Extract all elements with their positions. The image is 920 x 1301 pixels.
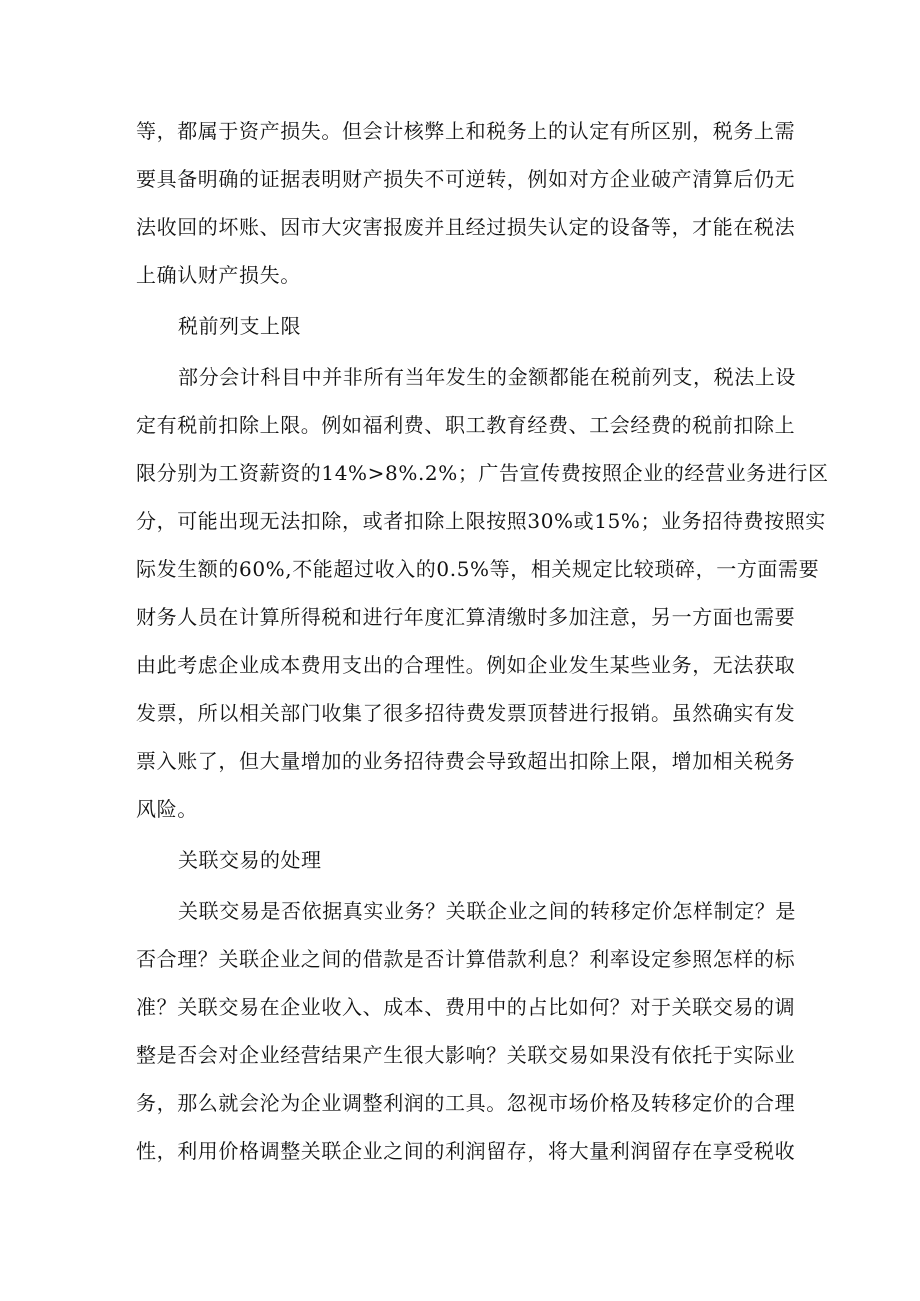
paragraph-1-line-4: 上确认财产损失。 bbox=[136, 263, 301, 287]
paragraph-2-line-10: 风险。 bbox=[136, 797, 198, 821]
paragraph-2-line-5: 际发生额的60%,不能超过收入的0.5%等，相关规定比较琐碎，一方面需要 bbox=[136, 557, 820, 581]
paragraph-2-line-4: 分，可能出现无法扣除，或者扣除上限按照30%或15%；业务招待费按照实 bbox=[136, 509, 826, 533]
paragraph-3-line-3: 准？关联交易在企业收入、成本、费用中的占比如何？对于关联交易的调 bbox=[136, 995, 796, 1019]
paragraph-3-line-2: 否合理？关联企业之间的借款是否计算借款利息？利率设定参照怎样的标 bbox=[136, 947, 796, 971]
paragraph-2-line-7: 由此考虑企业成本费用支出的合理性。例如企业发生某些业务，无法获取 bbox=[136, 653, 796, 677]
paragraph-2-line-8: 发票，所以相关部门收集了很多招待费发票顶替进行报销。虽然确实有发 bbox=[136, 701, 796, 725]
paragraph-3-line-1: 关联交易是否依据真实业务？关联企业之间的转移定价怎样制定？是 bbox=[178, 899, 796, 923]
paragraph-1-line-2: 要具备明确的证据表明财产损失不可逆转，例如对方企业破产清算后仍无 bbox=[136, 167, 796, 191]
paragraph-2-line-1: 部分会计科目中并非所有当年发生的金额都能在税前列支，税法上设 bbox=[178, 365, 796, 389]
paragraph-2-line-3: 限分别为工资薪资的14%>8%.2%；广告宣传费按照企业的经营业务进行区 bbox=[136, 461, 829, 485]
section-heading-pretax-limit: 税前列支上限 bbox=[178, 314, 301, 338]
paragraph-1-line-3: 法收回的坏账、因市大灾害报废并且经过损失认定的设备等，才能在税法 bbox=[136, 215, 796, 239]
paragraph-3-line-5: 务，那么就会沦为企业调整利润的工具。忽视市场价格及转移定价的合理 bbox=[136, 1091, 796, 1115]
paragraph-3-line-4: 整是否会对企业经营结果产生很大影响？关联交易如果没有依托于实际业 bbox=[136, 1043, 796, 1067]
section-heading-related-party: 关联交易的处理 bbox=[178, 848, 322, 872]
paragraph-3-line-6: 性，利用价格调整关联企业之间的利润留存，将大量利润留存在享受税收 bbox=[136, 1139, 796, 1163]
paragraph-2-line-9: 票入账了，但大量增加的业务招待费会导致超出扣除上限，增加相关税务 bbox=[136, 749, 796, 773]
paragraph-1-line-1: 等，都属于资产损失。但会计核弊上和税务上的认定有所区别，税务上需 bbox=[136, 119, 796, 143]
paragraph-2-line-2: 定有税前扣除上限。例如福利费、职工教育经费、工会经费的税前扣除上 bbox=[136, 413, 796, 437]
paragraph-2-line-6: 财务人员在计算所得税和进行年度汇算清缴时多加注意，另一方面也需要 bbox=[136, 605, 796, 629]
